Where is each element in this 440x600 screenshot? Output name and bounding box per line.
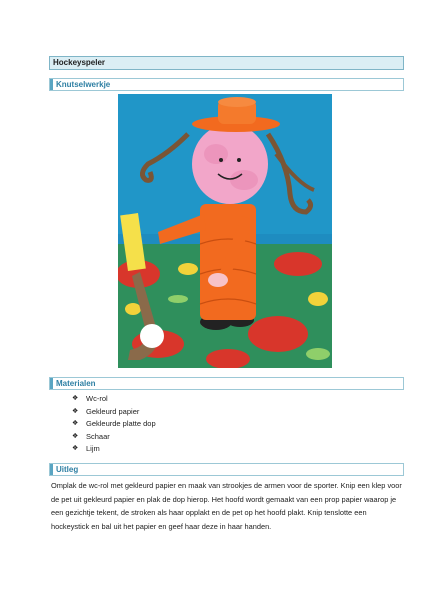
section-header-materialen <box>49 377 404 390</box>
section-accent <box>50 79 53 90</box>
diamond-bullet-icon: ❖ <box>72 407 79 415</box>
material-label: Lijm <box>86 444 100 453</box>
diamond-bullet-icon: ❖ <box>72 445 79 452</box>
list-item <box>72 393 156 406</box>
section-accent <box>50 378 53 389</box>
section-header-uitleg <box>49 463 404 476</box>
material-label: Gekleurd papier <box>86 406 140 416</box>
section-accent <box>50 464 53 475</box>
material-label: Schaar <box>86 431 110 441</box>
list-item <box>72 443 156 456</box>
diamond-bullet-icon: ❖ <box>72 420 79 427</box>
section-label: Materialen <box>56 379 96 388</box>
material-label: Wc-rol <box>86 394 108 403</box>
diamond-bullet-icon: ❖ <box>72 395 79 402</box>
section-header-knutselwerkje <box>49 78 404 91</box>
materials-list <box>72 393 156 456</box>
section-label: Uitleg <box>56 465 79 474</box>
list-item <box>72 406 156 419</box>
diamond-bullet-icon: ❖ <box>72 432 79 440</box>
material-label: Gekleurde platte dop <box>86 419 156 428</box>
instructions-paragraph: Omplak de wc-rol met gekleurd papier en maak van strookjes de armen voor de sporter. Knip een klep voor de pet uit gekleurd papier en plak de dop hierop. Het hoofd wordt gemaakt van een prop papier waarop je een gezichtje tekent, de stroken als haar opplakt en de pet op het hoofd plakt. Knip tenslotte een hockeystick en bal uit het papier en geef haar deze in haar handen. <box>51 481 402 531</box>
list-item <box>72 418 156 431</box>
section-label: Knutselwerkje <box>56 80 111 89</box>
page-title: Hockeyspeler <box>49 56 404 70</box>
craft-photo <box>118 94 332 368</box>
list-item <box>72 431 156 444</box>
